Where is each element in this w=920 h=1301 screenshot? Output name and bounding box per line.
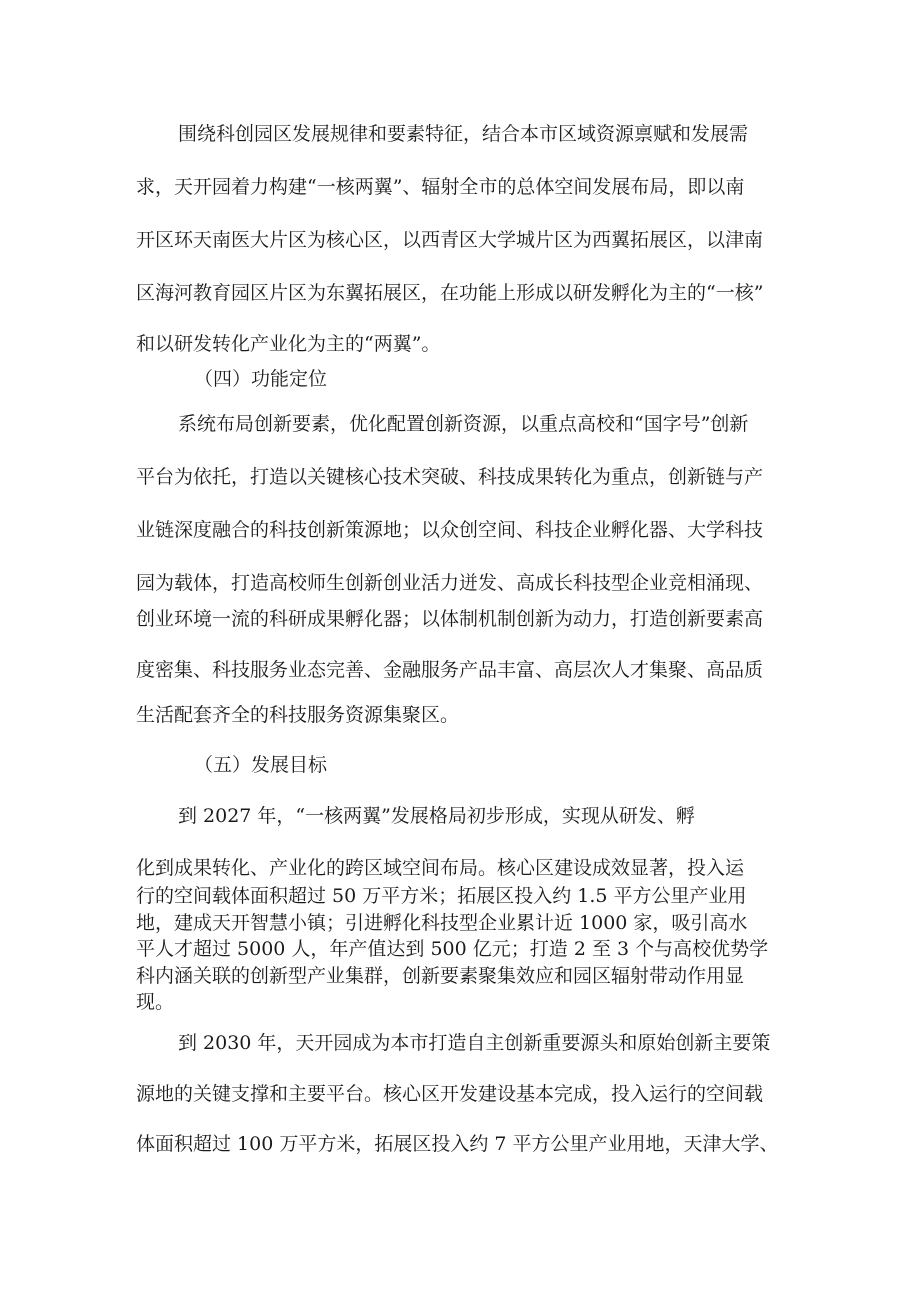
paragraph-line: 到 2030 年，天开园成为本市打造自主创新重要源头和原始创新主要策 [178, 1032, 771, 1054]
paragraph-line: 到 2027 年，“一核两翼”发展格局初步形成，实现从研发、孵 [178, 805, 695, 827]
paragraph-line: 行的空间载体面积超过 50 万平方米；拓展区投入约 1.5 平方公里产业用 [136, 885, 747, 907]
section-heading-function: （四）功能定位 [194, 368, 328, 390]
paragraph-line: 围绕科创园区发展规律和要素特征，结合本市区域资源禀赋和发展需 [178, 123, 749, 145]
paragraph-line: 体面积超过 100 万平方米，拓展区投入约 7 平方公里产业用地，天津大学、 [136, 1133, 779, 1155]
paragraph-line: 度密集、科技服务业态完善、金融服务产品丰富、高层次人才集聚、高品质 [136, 659, 764, 681]
paragraph-line: 开区环天南医大片区为核心区，以西青区大学城片区为西翼拓展区，以津南 [136, 229, 764, 251]
paragraph-line: 业链深度融合的科技创新策源地；以众创空间、科技企业孵化器、大学科技 [136, 519, 764, 541]
paragraph-line: 生活配套齐全的科技服务资源集聚区。 [136, 704, 460, 726]
paragraph-line: 求，天开园着力构建“一核两翼”、辐射全市的总体空间发展布局，即以南 [136, 176, 745, 198]
paragraph-line: 平人才超过 5000 人，年产值达到 500 亿元；打造 2 至 3 个与高校优势学 [136, 938, 769, 960]
paragraph-line: 地，建成天开智慧小镇；引进孵化科技型企业累计近 1000 家，吸引高水 [136, 912, 748, 934]
paragraph-line: 科内涵关联的创新型产业集群，创新要素聚集效应和园区辐射带动作用显 [136, 965, 745, 987]
paragraph-line: 区海河教育园区片区为东翼拓展区，在功能上形成以研发孵化为主的“一核” [136, 282, 764, 304]
paragraph-line: 和以研发转化产业化为主的“两翼”。 [136, 333, 441, 355]
paragraph-line: 创业环境一流的科研成果孵化器；以体制机制创新为动力，打造创新要素高 [136, 608, 764, 630]
paragraph-line: 园为载体，打造高校师生创新创业活力迸发、高成长科技型企业竞相涌现、 [136, 572, 764, 594]
paragraph-line: 化到成果转化、产业化的跨区域空间布局。核心区建设成效显著，投入运 [136, 857, 745, 879]
paragraph-line: 现。 [136, 991, 175, 1013]
paragraph-line: 平台为依托，打造以关键核心技术突破、科技成果转化为重点，创新链与产 [136, 466, 764, 488]
paragraph-line: 系统布局创新要素，优化配置创新资源，以重点高校和“国字号”创新 [178, 413, 749, 435]
paragraph-line: 源地的关键支撑和主要平台。核心区开发建设基本完成，投入运行的空间载 [136, 1083, 764, 1105]
section-heading-goals: （五）发展目标 [194, 754, 328, 776]
